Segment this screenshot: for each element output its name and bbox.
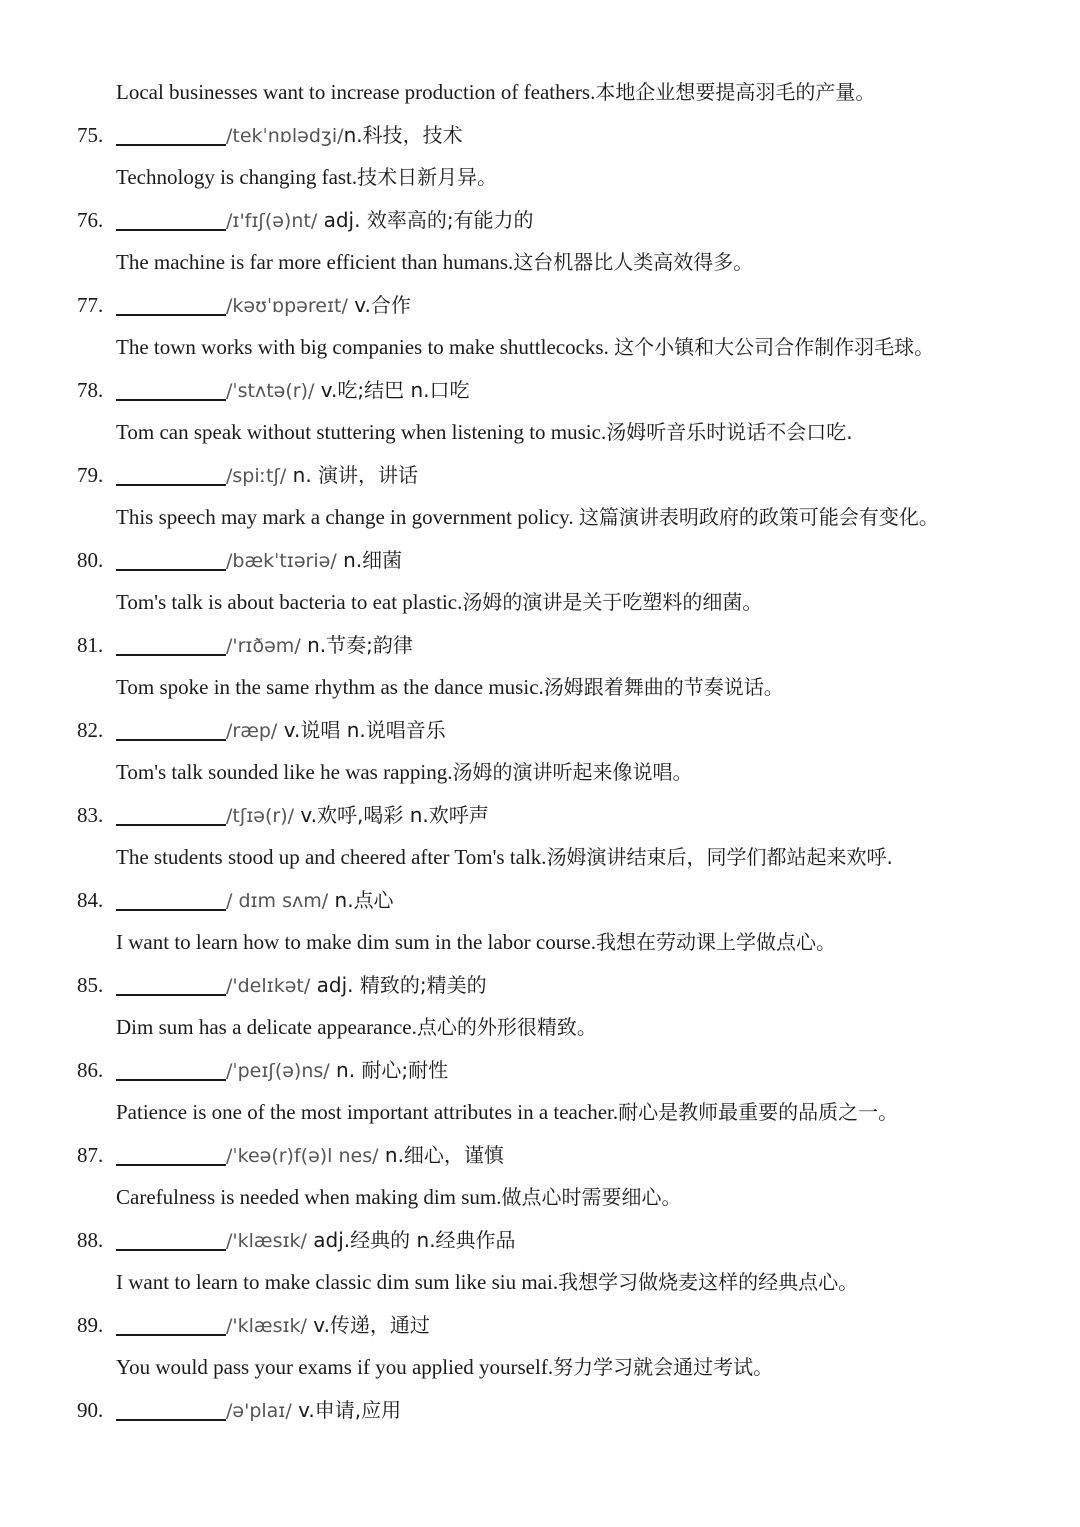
vocab-entry (0, 883, 1080, 968)
vocab-entry (0, 373, 1080, 458)
example-english: Dim sum has a delicate appearance. (116, 1015, 417, 1039)
entry-definition (226, 883, 394, 918)
phonetic-transcription: /ˈstʌtə(r)/ (226, 380, 315, 402)
phonetic-transcription: /ə'plaɪ/ (226, 1400, 292, 1422)
example-english: Technology is changing fast. (116, 165, 358, 189)
example-english: You would pass your exams if you applied yourself. (116, 1355, 554, 1379)
answer-blank[interactable] (116, 458, 226, 486)
chinese-meaning: adj. 精致的;精美的 (310, 973, 487, 997)
example-english: The town works with big companies to make shuttlecocks. (116, 335, 615, 359)
chinese-meaning: n.细心，谨慎 (378, 1143, 504, 1167)
entry-number: 82. (77, 718, 104, 742)
answer-blank[interactable] (116, 543, 226, 571)
lead-sentence-chinese: 本地企业想要提高羽毛的产量。 (595, 80, 876, 104)
example-english: The students stood up and cheered after Tom's talk. (116, 845, 547, 869)
phonetic-transcription: /ræp/ (226, 720, 278, 742)
example-chinese: 我想学习做烧麦这样的经典点心。 (558, 1270, 859, 1294)
example-sentence (116, 1265, 858, 1299)
entry-definition (226, 1053, 448, 1088)
entry-number: 77. (77, 293, 104, 317)
example-chinese: 耐心是教师最重要的品质之一。 (618, 1100, 899, 1124)
vocab-entry (0, 968, 1080, 1053)
example-sentence (116, 415, 853, 449)
example-chinese: 汤姆听音乐时说话不会口吃. (606, 420, 853, 444)
phonetic-transcription: /tʃɪə(r)/ (226, 805, 295, 827)
chinese-meaning: v.传递，通过 (306, 1313, 430, 1337)
vocab-entry (0, 458, 1080, 543)
entry-definition (226, 1308, 430, 1343)
answer-blank[interactable] (116, 628, 226, 656)
vocab-entry (0, 798, 1080, 883)
answer-blank[interactable] (116, 1393, 226, 1421)
example-chinese: 这篇演讲表明政府的政策可能会有变化。 (578, 505, 939, 529)
chinese-meaning: v.吃;结巴 n.口吃 (314, 378, 470, 402)
vocab-entry (0, 1223, 1080, 1308)
chinese-meaning: n. 耐心;耐性 (329, 1058, 449, 1082)
phonetic-transcription: /'delɪkət/ (226, 975, 311, 997)
entry-number: 76. (77, 208, 104, 232)
example-sentence (116, 585, 762, 619)
chinese-meaning: adj.经典的 n.经典作品 (306, 1228, 516, 1252)
entry-number: 90. (77, 1398, 104, 1422)
entry-definition (226, 288, 411, 323)
answer-blank[interactable] (116, 1053, 226, 1081)
example-chinese: 汤姆的演讲听起来像说唱。 (452, 760, 693, 784)
example-english: The machine is far more efficient than humans. (116, 250, 514, 274)
entry-number: 85. (77, 973, 104, 997)
example-english: Tom can speak without stuttering when listening to music. (116, 420, 607, 444)
phonetic-transcription: /kəʊˈɒpəreɪt/ (226, 295, 348, 317)
entry-number: 79. (77, 463, 104, 487)
vocab-entry (0, 628, 1080, 713)
phonetic-transcription: /ɪ'fɪʃ(ə)nt/ (226, 210, 318, 232)
answer-blank[interactable] (116, 118, 226, 146)
example-sentence (116, 925, 836, 959)
example-sentence (116, 245, 753, 279)
example-chinese: 技术日新月异。 (357, 165, 498, 189)
vocab-entry (0, 1308, 1080, 1393)
answer-blank[interactable] (116, 1138, 226, 1166)
phonetic-transcription: /'klæsɪk/ (226, 1230, 307, 1252)
entry-number: 83. (77, 803, 104, 827)
entry-number: 89. (77, 1313, 104, 1337)
chinese-meaning: adj. 效率高的;有能力的 (317, 208, 534, 232)
entry-definition (226, 458, 418, 493)
phonetic-transcription: /tekˈnɒlədʒi/ (226, 125, 344, 147)
vocab-entry (0, 1393, 1080, 1478)
vocab-entry (0, 1053, 1080, 1138)
example-sentence (116, 1095, 898, 1129)
entry-definition (226, 968, 487, 1003)
entry-number: 84. (77, 888, 104, 912)
vocab-entry (0, 118, 1080, 203)
example-english: Tom's talk is about bacteria to eat plastic. (116, 590, 463, 614)
example-sentence (116, 1010, 597, 1044)
example-chinese: 我想在劳动课上学做点心。 (595, 930, 836, 954)
answer-blank[interactable] (116, 798, 226, 826)
chinese-meaning: n.科技，技术 (343, 123, 463, 147)
vocab-entry (0, 543, 1080, 628)
example-english: Tom spoke in the same rhythm as the dance music. (116, 675, 544, 699)
phonetic-transcription: /ˈpeɪʃ(ə)ns/ (226, 1060, 330, 1082)
answer-blank[interactable] (116, 1223, 226, 1251)
entry-number: 86. (77, 1058, 104, 1082)
answer-blank[interactable] (116, 288, 226, 316)
chinese-meaning: n.节奏;韵律 (300, 633, 413, 657)
chinese-meaning: v.合作 (347, 293, 411, 317)
entry-number: 87. (77, 1143, 104, 1167)
example-sentence (116, 160, 497, 194)
entry-definition (226, 628, 413, 663)
example-english: Carefulness is needed when making dim sum. (116, 1185, 502, 1209)
entry-definition (226, 713, 446, 748)
example-chinese: 做点心时需要细心。 (501, 1185, 682, 1209)
answer-blank[interactable] (116, 203, 226, 231)
entry-definition (226, 118, 463, 153)
example-chinese: 汤姆演讲结束后，同学们都站起来欢呼. (546, 845, 893, 869)
answer-blank[interactable] (116, 713, 226, 741)
example-chinese: 汤姆跟着舞曲的节奏说话。 (543, 675, 784, 699)
example-english: I want to learn how to make dim sum in the labor course. (116, 930, 596, 954)
entry-definition (226, 798, 489, 833)
phonetic-transcription: /ˈkeə(r)f(ə)l nes/ (226, 1145, 379, 1167)
example-chinese: 这台机器比人类高效得多。 (513, 250, 754, 274)
example-chinese: 努力学习就会通过考试。 (553, 1355, 774, 1379)
example-chinese: 汤姆的演讲是关于吃塑料的细菌。 (462, 590, 763, 614)
chinese-meaning: v.欢呼,喝彩 n.欢呼声 (294, 803, 489, 827)
example-chinese: 这个小镇和大公司合作制作羽毛球。 (614, 335, 935, 359)
answer-blank[interactable] (116, 373, 226, 401)
vocabulary-list (0, 118, 1080, 1478)
phonetic-transcription: /'klæsɪk/ (226, 1315, 307, 1337)
vocab-entry (0, 288, 1080, 373)
phonetic-transcription: /bækˈtɪəriə/ (226, 550, 337, 572)
entry-number: 80. (77, 548, 104, 572)
entry-definition (226, 1223, 516, 1258)
chinese-meaning: v.说唱 n.说唱音乐 (277, 718, 446, 742)
example-english: Tom's talk sounded like he was rapping. (116, 760, 453, 784)
entry-definition (226, 1393, 401, 1428)
vocab-entry (0, 713, 1080, 798)
entry-definition (226, 1138, 504, 1173)
entry-definition (226, 543, 402, 578)
example-sentence (116, 500, 939, 534)
entry-number: 78. (77, 378, 104, 402)
example-english: I want to learn to make classic dim sum like siu mai. (116, 1270, 559, 1294)
entry-definition (226, 373, 470, 408)
lead-sentence-english: Local businesses want to increase production of feathers. (116, 80, 596, 104)
answer-blank[interactable] (116, 1308, 226, 1336)
phonetic-transcription: / dɪm sʌm/ (226, 890, 329, 912)
entry-number: 88. (77, 1228, 104, 1252)
vocab-entry (0, 1138, 1080, 1223)
example-sentence (116, 1350, 773, 1384)
example-sentence (116, 670, 784, 704)
answer-blank[interactable] (116, 883, 226, 911)
example-sentence (116, 755, 693, 789)
entry-number: 81. (77, 633, 104, 657)
chinese-meaning: v.申请,应用 (291, 1398, 402, 1422)
vocab-entry (0, 203, 1080, 288)
chinese-meaning: n.细菌 (336, 548, 403, 572)
entry-number: 75. (77, 123, 104, 147)
chinese-meaning: n. 演讲，讲话 (286, 463, 419, 487)
entry-definition (226, 203, 534, 238)
example-chinese: 点心的外形很精致。 (416, 1015, 597, 1039)
example-english: This speech may mark a change in government policy. (116, 505, 579, 529)
example-sentence (116, 840, 893, 874)
example-sentence (116, 330, 934, 364)
phonetic-transcription: /spiːtʃ/ (226, 465, 287, 487)
example-sentence (116, 1180, 682, 1214)
answer-blank[interactable] (116, 968, 226, 996)
example-english: Patience is one of the most important attributes in a teacher. (116, 1100, 619, 1124)
chinese-meaning: n.点心 (328, 888, 394, 912)
phonetic-transcription: /'rɪðəm/ (226, 635, 301, 657)
lead-example-sentence (116, 76, 875, 108)
